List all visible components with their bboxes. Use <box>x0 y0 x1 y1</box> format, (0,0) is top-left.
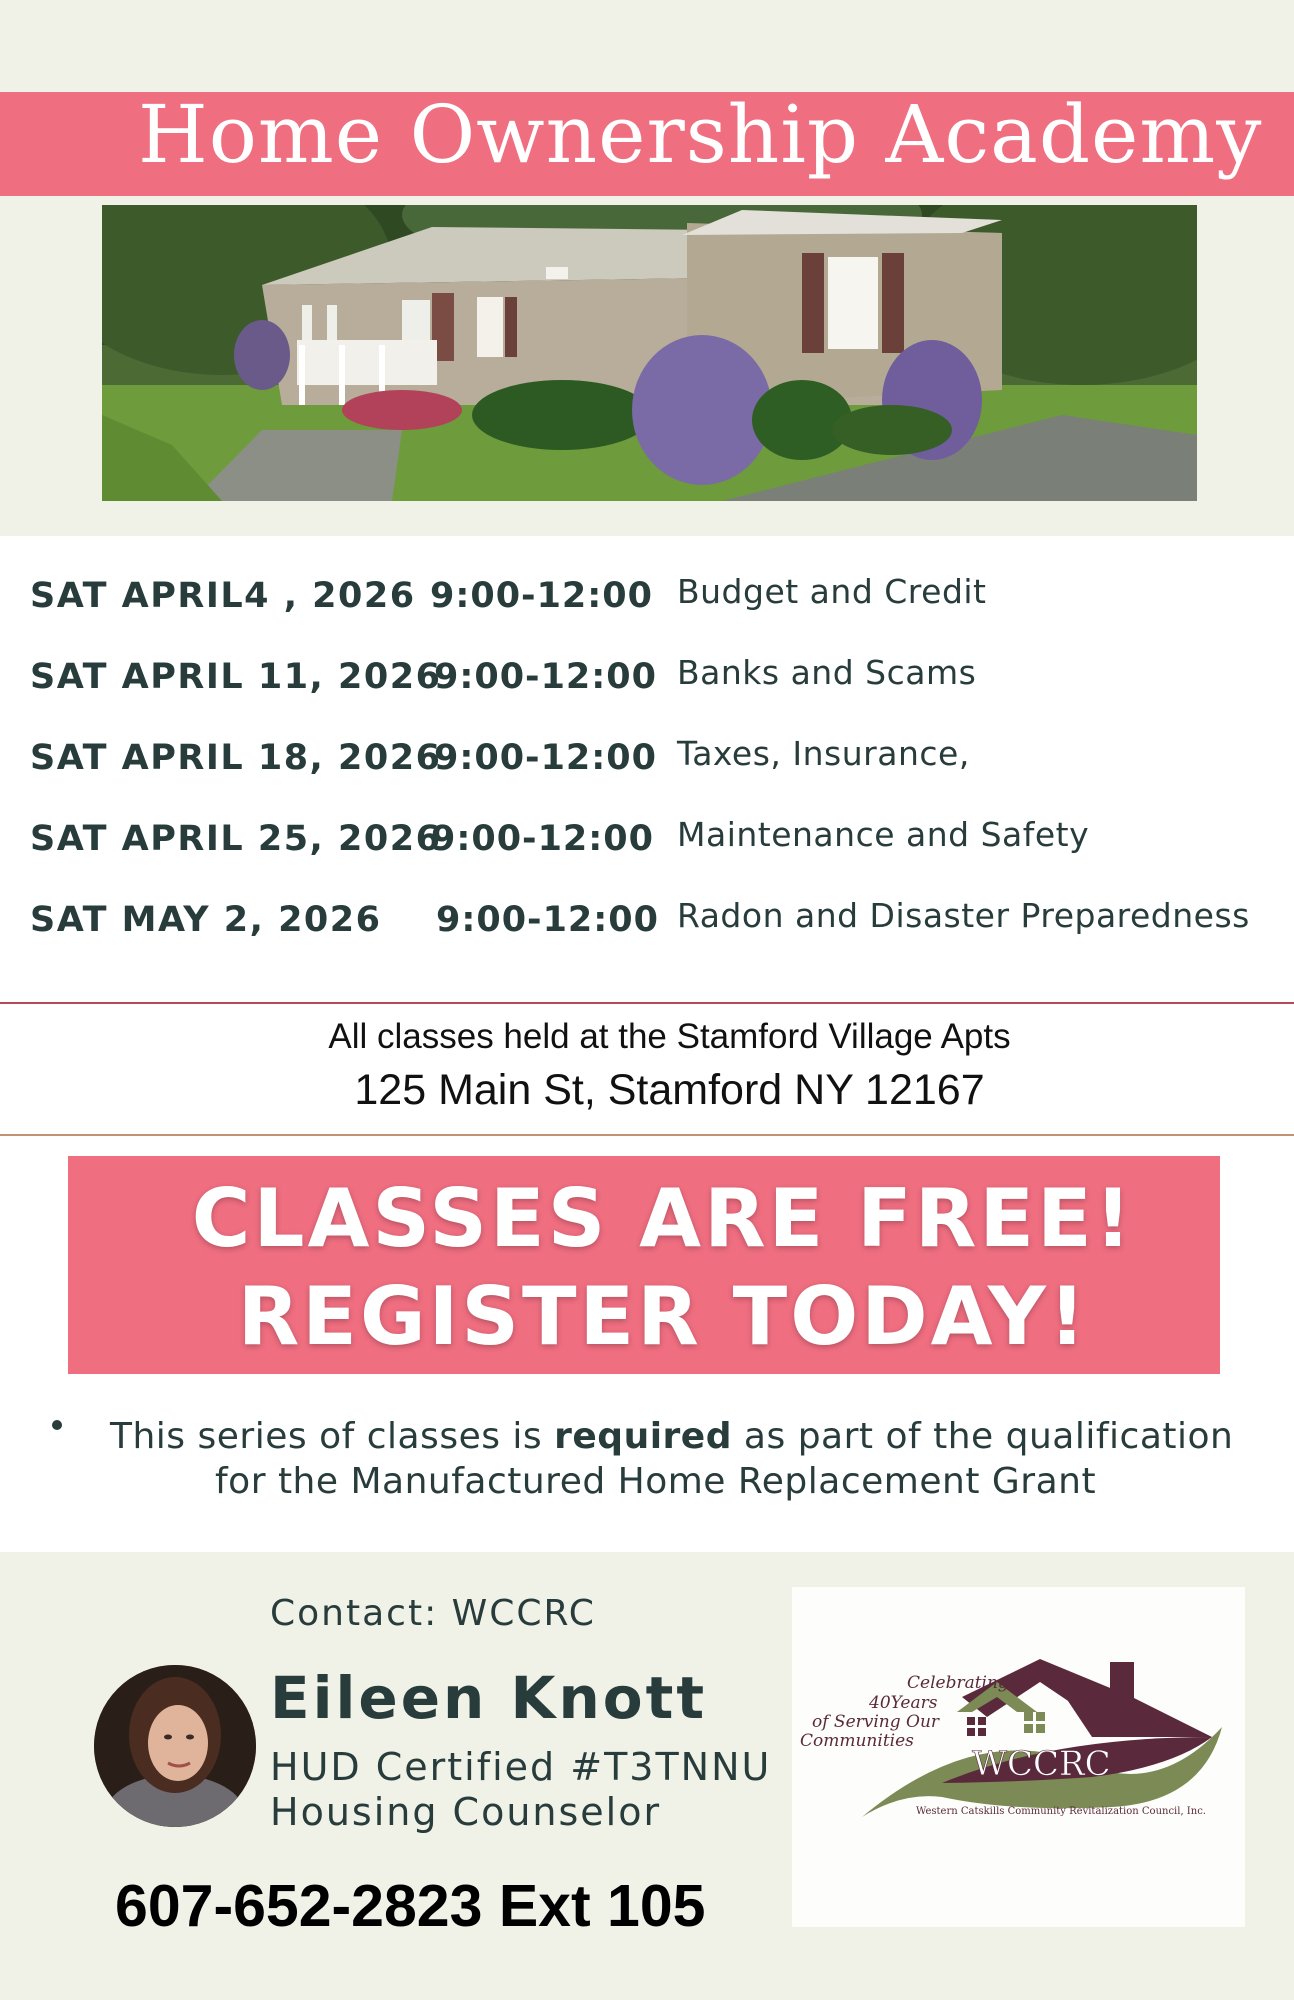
session-time: 9:00-12:00 <box>436 900 659 940</box>
session-topic: Maintenance and Safety <box>677 815 1090 854</box>
divider-bottom <box>0 1134 1294 1136</box>
cta-register-text: REGISTER TODAY! <box>237 1270 1089 1363</box>
session-topic: Radon and Disaster Preparedness <box>677 896 1250 935</box>
requirement-text-pre: This series of classes is <box>110 1416 555 1457</box>
logo-tagline-1: Celebrating <box>907 1673 1009 1693</box>
session-date: SAT APRIL 25, 2026 <box>30 819 442 859</box>
counselor-name: Eileen Knott <box>270 1664 708 1732</box>
hero-photo <box>102 205 1197 501</box>
venue-name: All classes held at the Stamford Village Apts <box>328 1017 1011 1056</box>
session-topic: Banks and Scams <box>677 653 977 692</box>
bullet-icon <box>52 1420 62 1430</box>
contact-phone[interactable]: 607-652-2823 Ext 105 <box>115 1873 706 1939</box>
venue-address: 125 Main St, Stamford NY 12167 <box>354 1066 985 1114</box>
session-topic: Budget and Credit <box>677 572 987 611</box>
session-date: SAT APRIL4 , 2026 <box>30 576 416 616</box>
cta-free-text: CLASSES ARE FREE! <box>191 1172 1135 1265</box>
session-date: SAT MAY 2, 2026 <box>30 900 382 940</box>
logo-tagline-2: 40Years <box>869 1693 938 1713</box>
counselor-role: Housing Counselor <box>270 1790 662 1834</box>
session-topic: Taxes, Insurance, <box>677 734 970 773</box>
requirement-emphasis: required <box>554 1416 732 1457</box>
requirement-text-post: as part of the qualification <box>731 1416 1234 1457</box>
avatar <box>94 1665 256 1827</box>
divider-top <box>0 1002 1294 1004</box>
session-date: SAT APRIL 18, 2026 <box>30 738 442 778</box>
logo-acronym: WCCRC <box>972 1744 1111 1784</box>
logo-tagline-4: Communities <box>800 1731 914 1751</box>
page-title: Home Ownership Academy <box>138 88 1263 181</box>
session-date: SAT APRIL 11, 2026 <box>30 657 442 697</box>
session-time: 9:00-12:00 <box>434 738 657 778</box>
logo-org-name: Western Catskills Community Revitalization Council, Inc. <box>916 1806 1206 1817</box>
session-time: 9:00-12:00 <box>430 576 653 616</box>
wccrc-logo <box>792 1587 1245 1927</box>
session-time: 9:00-12:00 <box>431 819 654 859</box>
logo-tagline-3: of Serving Our <box>812 1712 940 1732</box>
requirement-note <box>110 1416 1233 1457</box>
requirement-note-line2: for the Manufactured Home Replacement Grant <box>215 1461 1097 1502</box>
counselor-credential: HUD Certified #T3TNNU <box>270 1745 772 1789</box>
contact-label: Contact: WCCRC <box>270 1593 596 1634</box>
session-time: 9:00-12:00 <box>434 657 657 697</box>
